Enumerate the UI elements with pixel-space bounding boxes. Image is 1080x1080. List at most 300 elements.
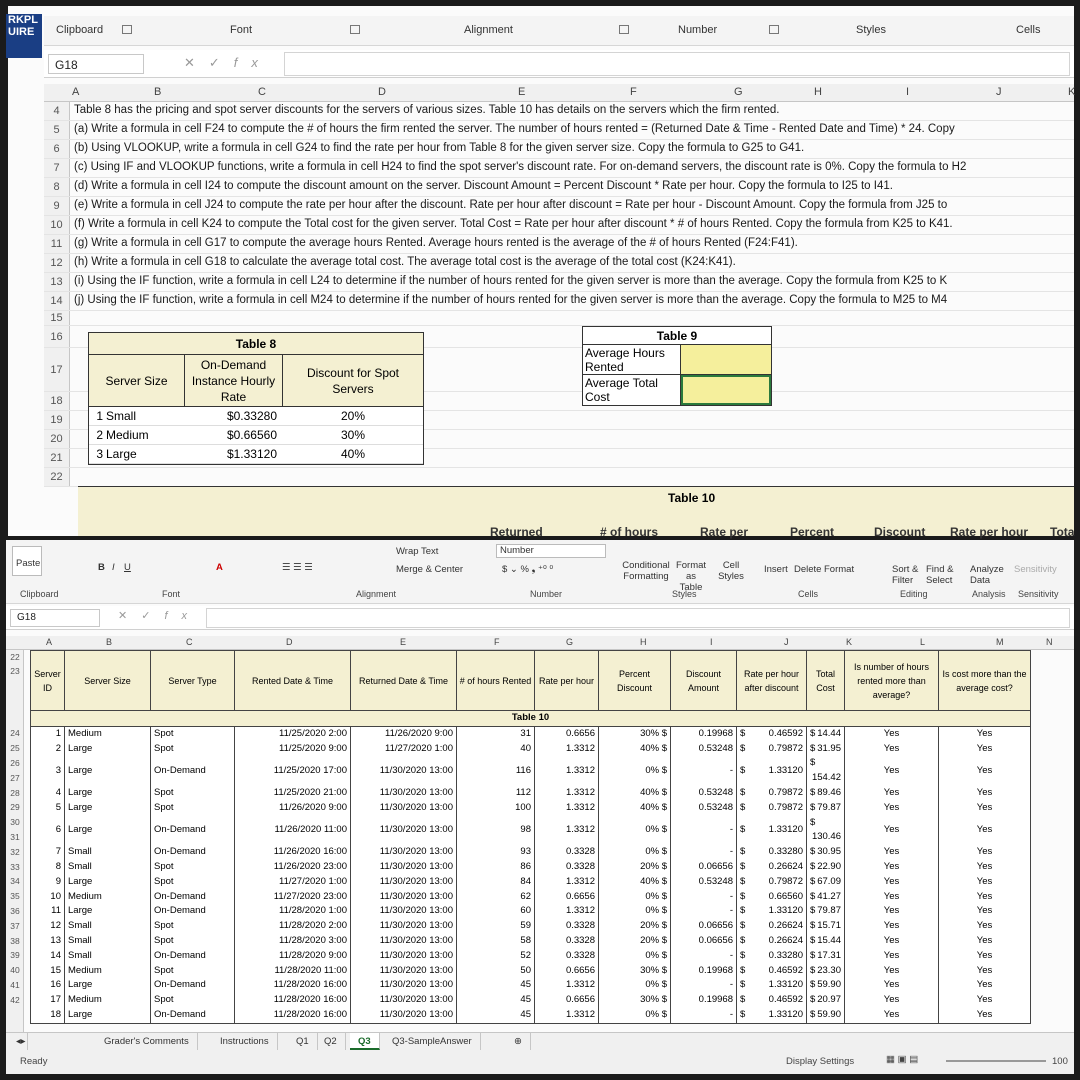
group-cells[interactable]: Cells xyxy=(1016,24,1041,36)
table-cell[interactable]: 8 xyxy=(31,860,65,875)
table-cell[interactable]: Yes xyxy=(845,816,939,846)
table-cell[interactable]: 11/30/2020 13:00 xyxy=(351,786,457,801)
bcol-a[interactable]: A xyxy=(46,637,53,647)
paste-button[interactable]: Paste xyxy=(16,558,41,569)
table-cell[interactable]: 0% $ xyxy=(599,845,671,860)
table-cell[interactable]: Yes xyxy=(845,726,939,741)
format-as-table-button[interactable]: Format as Table xyxy=(675,560,707,593)
table-cell[interactable]: Large xyxy=(65,1008,151,1023)
row-number[interactable]: 6 xyxy=(44,140,70,158)
row-number[interactable]: 21 xyxy=(44,449,70,467)
table-cell[interactable]: 0.3328 xyxy=(535,919,599,934)
table-cell[interactable]: 11/25/2020 17:00 xyxy=(235,756,351,786)
table-cell[interactable]: 1.3312 xyxy=(535,875,599,890)
table-cell[interactable]: 0.06656 xyxy=(671,934,737,949)
sheet-tab[interactable]: Q3-SampleAnswer xyxy=(384,1033,481,1050)
row-number[interactable]: 17 xyxy=(44,348,70,391)
bcol-c[interactable]: C xyxy=(186,637,193,647)
table-cell[interactable] xyxy=(807,756,845,786)
table-cell[interactable]: 4 xyxy=(31,786,65,801)
row-number[interactable]: 18 xyxy=(44,392,70,410)
table-cell[interactable]: Yes xyxy=(845,875,939,890)
table-cell[interactable]: 11/28/2020 16:00 xyxy=(235,978,351,993)
table-cell[interactable]: On-Demand xyxy=(151,1008,235,1023)
row-number[interactable]: 38 xyxy=(10,936,20,946)
table-cell[interactable] xyxy=(737,860,807,875)
table-cell[interactable]: Yes xyxy=(939,786,1031,801)
bcol-e[interactable]: E xyxy=(400,637,407,647)
sheet-tab[interactable]: Instructions xyxy=(212,1033,278,1050)
table-cell[interactable]: 2 xyxy=(31,742,65,757)
table-cell[interactable] xyxy=(807,949,845,964)
bcol-b[interactable]: B xyxy=(106,637,113,647)
bold-icon[interactable]: B xyxy=(98,562,105,573)
row-number[interactable]: 14 xyxy=(44,292,70,310)
row-number[interactable]: 37 xyxy=(10,921,20,931)
table-cell[interactable]: 45 xyxy=(457,978,535,993)
table-cell[interactable]: 93 xyxy=(457,845,535,860)
table-cell[interactable]: - xyxy=(671,816,737,846)
bcol-k[interactable]: K xyxy=(846,637,853,647)
table-cell[interactable]: 0.53248 xyxy=(671,742,737,757)
table-cell[interactable]: Medium xyxy=(65,890,151,905)
table-cell[interactable]: 0.06656 xyxy=(671,860,737,875)
table-cell[interactable]: 11/25/2020 9:00 xyxy=(235,742,351,757)
table-cell[interactable]: 11/25/2020 2:00 xyxy=(235,726,351,741)
sheet-tab[interactable]: Q1 xyxy=(288,1033,318,1050)
table-cell[interactable]: 0% $ xyxy=(599,1008,671,1023)
table-cell[interactable]: 11/28/2020 2:00 xyxy=(235,919,351,934)
table-cell[interactable]: Large xyxy=(65,875,151,890)
table-cell[interactable]: 11/26/2020 23:00 xyxy=(235,860,351,875)
table-cell[interactable]: On-Demand xyxy=(151,949,235,964)
table-cell[interactable]: 11/27/2020 23:00 xyxy=(235,890,351,905)
table-cell[interactable]: 11/26/2020 9:00 xyxy=(351,726,457,741)
table-cell[interactable]: 11/25/2020 21:00 xyxy=(235,786,351,801)
table-cell[interactable] xyxy=(807,919,845,934)
formula-bar-icons-bottom[interactable]: ✕✓fx xyxy=(118,610,201,622)
row-number[interactable]: 36 xyxy=(10,906,20,916)
table-cell[interactable]: 17 xyxy=(31,993,65,1008)
table-cell[interactable]: Yes xyxy=(939,860,1031,875)
avg-hours-cell[interactable] xyxy=(681,345,771,374)
table-cell[interactable] xyxy=(807,978,845,993)
bcol-d[interactable]: D xyxy=(286,637,293,647)
number-launcher-icon[interactable] xyxy=(769,25,779,34)
table-cell[interactable]: 45 xyxy=(457,993,535,1008)
table-cell[interactable]: Spot xyxy=(151,801,235,816)
row-number[interactable]: 29 xyxy=(10,802,20,812)
table-cell[interactable] xyxy=(737,742,807,757)
table-cell[interactable]: 3 xyxy=(31,756,65,786)
display-settings-button[interactable]: Display Settings xyxy=(786,1056,855,1067)
merge-center-button[interactable]: Merge & Center xyxy=(396,564,464,575)
row-number[interactable]: 28 xyxy=(10,788,20,798)
group-number[interactable]: Number xyxy=(678,24,718,36)
col-e[interactable]: E xyxy=(518,86,526,98)
table-cell[interactable]: 0.3328 xyxy=(535,860,599,875)
table-cell[interactable]: Large xyxy=(65,978,151,993)
table-cell[interactable] xyxy=(737,726,807,741)
table-cell[interactable]: 0.53248 xyxy=(671,801,737,816)
table-cell[interactable]: 6 xyxy=(31,816,65,846)
table-cell[interactable]: 0.6656 xyxy=(535,726,599,741)
table-cell[interactable]: 11/26/2020 11:00 xyxy=(235,816,351,846)
table-cell[interactable]: Yes xyxy=(845,756,939,786)
table-cell[interactable]: Yes xyxy=(845,1008,939,1023)
table-cell[interactable] xyxy=(737,904,807,919)
row-number[interactable]: 24 xyxy=(10,728,20,738)
table-8-id[interactable]: 3 xyxy=(96,447,103,461)
table-cell[interactable] xyxy=(737,1008,807,1023)
table-cell[interactable]: 0.3328 xyxy=(535,949,599,964)
sheet-tab[interactable]: Q2 xyxy=(316,1033,346,1050)
table-cell[interactable]: 1.3312 xyxy=(535,756,599,786)
group-clipboard[interactable]: Clipboard xyxy=(56,24,104,36)
table-cell[interactable] xyxy=(807,845,845,860)
table-cell[interactable]: 50 xyxy=(457,964,535,979)
table-cell[interactable] xyxy=(807,904,845,919)
table-cell[interactable]: 11/30/2020 13:00 xyxy=(351,845,457,860)
bcol-n[interactable]: N xyxy=(1046,637,1053,647)
table-cell[interactable]: 0.6656 xyxy=(535,964,599,979)
table-cell[interactable]: On-Demand xyxy=(151,890,235,905)
table-cell[interactable] xyxy=(737,964,807,979)
table-cell[interactable]: 18 xyxy=(31,1008,65,1023)
clipboard-launcher-icon[interactable] xyxy=(122,25,132,34)
row-number[interactable]: 13 xyxy=(44,273,70,291)
table-cell[interactable]: Yes xyxy=(845,993,939,1008)
cell-styles-button[interactable]: Cell Styles xyxy=(718,560,744,582)
delete-button[interactable]: Delete xyxy=(794,564,822,575)
table-cell[interactable] xyxy=(737,978,807,993)
table-cell[interactable]: 11/28/2020 1:00 xyxy=(235,904,351,919)
currency-percent-icons[interactable]: $ ⌄ % ❟ ⁺⁰ ⁰ xyxy=(502,564,554,575)
col-c[interactable]: C xyxy=(258,86,266,98)
table-cell[interactable]: 31 xyxy=(457,726,535,741)
group-alignment[interactable]: Alignment xyxy=(464,24,513,36)
row-number[interactable]: 32 xyxy=(10,847,20,857)
table-cell[interactable]: 20% $ xyxy=(599,934,671,949)
row-number[interactable]: 20 xyxy=(44,430,70,448)
underline-icon[interactable]: U xyxy=(124,562,131,573)
table-cell[interactable]: 11/28/2020 16:00 xyxy=(235,1008,351,1023)
table-cell[interactable]: 40% $ xyxy=(599,875,671,890)
table-cell[interactable]: Yes xyxy=(939,742,1031,757)
row-number[interactable]: 7 xyxy=(44,159,70,177)
table-cell[interactable]: 84 xyxy=(457,875,535,890)
table-cell[interactable]: - xyxy=(671,1008,737,1023)
table-cell[interactable]: On-Demand xyxy=(151,845,235,860)
table-cell[interactable]: 1.3312 xyxy=(535,978,599,993)
table-cell[interactable]: 60 xyxy=(457,904,535,919)
table-cell[interactable]: 11/28/2020 3:00 xyxy=(235,934,351,949)
table-cell[interactable]: 0.19968 xyxy=(671,993,737,1008)
table-cell[interactable]: 11 xyxy=(31,904,65,919)
bcol-l[interactable]: L xyxy=(920,637,926,647)
table-cell[interactable]: Yes xyxy=(939,934,1031,949)
sheet-tab[interactable]: Q3 xyxy=(350,1033,380,1050)
table-cell[interactable]: Medium xyxy=(65,726,151,741)
find-select-button[interactable]: Find & Select xyxy=(926,564,954,586)
table-cell[interactable]: 98 xyxy=(457,816,535,846)
table-cell[interactable] xyxy=(737,949,807,964)
table-8-rate[interactable]: $0.66560 xyxy=(226,428,277,442)
table-cell[interactable]: Spot xyxy=(151,726,235,741)
table-cell[interactable] xyxy=(807,726,845,741)
table-cell[interactable]: Yes xyxy=(939,845,1031,860)
table-cell[interactable] xyxy=(807,993,845,1008)
table-cell[interactable]: Yes xyxy=(845,890,939,905)
table-cell[interactable] xyxy=(807,742,845,757)
table-cell[interactable]: 14 xyxy=(31,949,65,964)
table-cell[interactable] xyxy=(737,919,807,934)
row-number[interactable]: 25 xyxy=(10,743,20,753)
bcol-f[interactable]: F xyxy=(494,637,500,647)
col-h[interactable]: H xyxy=(814,86,822,98)
table-cell[interactable]: Yes xyxy=(939,993,1031,1008)
table-cell[interactable]: Medium xyxy=(65,964,151,979)
table-cell[interactable]: 86 xyxy=(457,860,535,875)
row-number[interactable]: 12 xyxy=(44,254,70,272)
alignment-launcher-icon[interactable] xyxy=(619,25,629,34)
table-cell[interactable]: Yes xyxy=(845,904,939,919)
row-number[interactable]: 19 xyxy=(44,411,70,429)
table-cell[interactable]: Spot xyxy=(151,934,235,949)
table-cell[interactable] xyxy=(807,801,845,816)
table-cell[interactable] xyxy=(737,801,807,816)
table-cell[interactable]: 1.3312 xyxy=(535,801,599,816)
table-cell[interactable]: Yes xyxy=(939,919,1031,934)
sort-filter-button[interactable]: Sort & Filter xyxy=(892,564,919,586)
table-cell[interactable]: Medium xyxy=(65,993,151,1008)
table-cell[interactable] xyxy=(737,890,807,905)
table-cell[interactable]: 40% $ xyxy=(599,742,671,757)
table-cell[interactable]: 0% $ xyxy=(599,904,671,919)
table-cell[interactable]: Yes xyxy=(939,890,1031,905)
table-cell[interactable]: Spot xyxy=(151,875,235,890)
avg-cost-cell-selected[interactable] xyxy=(681,375,771,405)
table-cell[interactable]: Small xyxy=(65,949,151,964)
table-cell[interactable]: Small xyxy=(65,934,151,949)
table-cell[interactable]: 11/30/2020 13:00 xyxy=(351,919,457,934)
table-cell[interactable] xyxy=(737,934,807,949)
table-cell[interactable]: 11/26/2020 9:00 xyxy=(235,801,351,816)
table-cell[interactable]: 0.53248 xyxy=(671,875,737,890)
formula-input-bottom[interactable] xyxy=(206,608,1070,628)
table-cell[interactable]: 11/28/2020 9:00 xyxy=(235,949,351,964)
table-cell[interactable]: 11/26/2020 16:00 xyxy=(235,845,351,860)
conditional-formatting-button[interactable]: Conditional Formatting xyxy=(622,560,670,582)
table-cell[interactable]: Spot xyxy=(151,919,235,934)
table-cell[interactable]: On-Demand xyxy=(151,904,235,919)
table-cell[interactable]: 11/30/2020 13:00 xyxy=(351,904,457,919)
table-cell[interactable]: 52 xyxy=(457,949,535,964)
row-number[interactable]: 31 xyxy=(10,832,20,842)
row-number[interactable]: 22 xyxy=(10,652,20,662)
row-number[interactable]: 34 xyxy=(10,876,20,886)
view-icons[interactable]: ▦ ▣ ▤ xyxy=(886,1054,919,1065)
analyze-data-button[interactable]: Analyze Data xyxy=(970,564,1004,586)
table-cell[interactable]: Yes xyxy=(845,934,939,949)
table-cell[interactable]: Yes xyxy=(939,964,1031,979)
table-cell[interactable]: Yes xyxy=(845,742,939,757)
table-cell[interactable]: 1.3312 xyxy=(535,1008,599,1023)
bcol-i[interactable]: I xyxy=(710,637,713,647)
table-cell[interactable]: Yes xyxy=(939,1008,1031,1023)
row-number[interactable]: 30 xyxy=(10,817,20,827)
table-cell[interactable]: 11/30/2020 13:00 xyxy=(351,890,457,905)
table-cell[interactable]: 11/27/2020 1:00 xyxy=(351,742,457,757)
table-cell[interactable]: 11/30/2020 13:00 xyxy=(351,875,457,890)
table-cell[interactable] xyxy=(737,786,807,801)
table-cell[interactable]: Large xyxy=(65,801,151,816)
bcol-h[interactable]: H xyxy=(640,637,647,647)
table-cell[interactable]: 0.06656 xyxy=(671,919,737,934)
name-box[interactable]: G18 xyxy=(48,54,144,74)
row-number[interactable]: 35 xyxy=(10,891,20,901)
table-cell[interactable]: 0.3328 xyxy=(535,934,599,949)
table-cell[interactable]: 11/28/2020 11:00 xyxy=(235,964,351,979)
table-cell[interactable]: 11/30/2020 13:00 xyxy=(351,993,457,1008)
row-number[interactable]: 27 xyxy=(10,773,20,783)
table-cell[interactable] xyxy=(807,786,845,801)
table-cell[interactable]: - xyxy=(671,904,737,919)
col-j[interactable]: J xyxy=(996,86,1002,98)
table-cell[interactable] xyxy=(737,993,807,1008)
table-cell[interactable] xyxy=(737,816,807,846)
table-cell[interactable]: Yes xyxy=(939,816,1031,846)
table-cell[interactable] xyxy=(807,860,845,875)
table-cell[interactable]: 5 xyxy=(31,801,65,816)
table-cell[interactable]: 13 xyxy=(31,934,65,949)
col-d[interactable]: D xyxy=(378,86,386,98)
table-cell[interactable]: 11/30/2020 13:00 xyxy=(351,801,457,816)
table-cell[interactable]: Yes xyxy=(845,801,939,816)
row-number[interactable]: 41 xyxy=(10,980,20,990)
table-cell[interactable]: On-Demand xyxy=(151,978,235,993)
table-cell[interactable]: Yes xyxy=(939,875,1031,890)
row-number[interactable]: 16 xyxy=(44,326,70,347)
table-cell[interactable]: 10 xyxy=(31,890,65,905)
table-8-id[interactable]: 2 xyxy=(96,428,103,442)
row-number[interactable]: 10 xyxy=(44,216,70,234)
table-cell[interactable]: Large xyxy=(65,786,151,801)
table-cell[interactable]: 11/28/2020 16:00 xyxy=(235,993,351,1008)
table-cell[interactable]: Yes xyxy=(939,756,1031,786)
table-cell[interactable]: Yes xyxy=(845,949,939,964)
col-k[interactable]: K xyxy=(1068,86,1076,98)
table-cell[interactable]: 45 xyxy=(457,1008,535,1023)
table-8-size[interactable]: Medium xyxy=(106,428,149,442)
table-cell[interactable] xyxy=(807,816,845,846)
table-cell[interactable]: 40% $ xyxy=(599,786,671,801)
align-icons[interactable]: ☰ ☰ ☰ xyxy=(282,562,313,573)
formula-input[interactable] xyxy=(284,52,1070,76)
table-cell[interactable]: 0% $ xyxy=(599,816,671,846)
table-cell[interactable]: On-Demand xyxy=(151,756,235,786)
table-cell[interactable]: Yes xyxy=(845,919,939,934)
col-i[interactable]: I xyxy=(906,86,910,98)
table-cell[interactable]: 11/30/2020 13:00 xyxy=(351,964,457,979)
col-b[interactable]: B xyxy=(154,86,162,98)
table-cell[interactable]: 1.3312 xyxy=(535,742,599,757)
bcol-j[interactable]: J xyxy=(784,637,789,647)
table-cell[interactable]: 11/30/2020 13:00 xyxy=(351,978,457,993)
table-cell[interactable]: 15 xyxy=(31,964,65,979)
table-cell[interactable]: 12 xyxy=(31,919,65,934)
table-cell[interactable] xyxy=(737,756,807,786)
table-cell[interactable]: 30% $ xyxy=(599,964,671,979)
table-cell[interactable]: - xyxy=(671,949,737,964)
table-cell[interactable]: 112 xyxy=(457,786,535,801)
table-8-rate[interactable]: $0.33280 xyxy=(226,409,277,423)
table-8-discount[interactable]: 20% xyxy=(340,409,366,423)
table-cell[interactable]: 0.19968 xyxy=(671,726,737,741)
sensitivity-button[interactable]: Sensitivity xyxy=(1014,564,1057,575)
table-cell[interactable]: Yes xyxy=(845,978,939,993)
table-cell[interactable]: 11/30/2020 13:00 xyxy=(351,860,457,875)
table-cell[interactable]: 1.3312 xyxy=(535,904,599,919)
table-cell[interactable]: Spot xyxy=(151,860,235,875)
row-number[interactable]: 22 xyxy=(44,468,70,486)
row-number[interactable]: 9 xyxy=(44,197,70,215)
table-cell[interactable]: 11/30/2020 13:00 xyxy=(351,1008,457,1023)
table-cell[interactable]: 0.3328 xyxy=(535,845,599,860)
table-cell[interactable]: 100 xyxy=(457,801,535,816)
table-cell[interactable]: Spot xyxy=(151,964,235,979)
table-cell[interactable]: 16 xyxy=(31,978,65,993)
name-box-bottom[interactable]: G18 xyxy=(10,609,100,627)
table-cell[interactable]: Small xyxy=(65,845,151,860)
table-cell[interactable]: 1 xyxy=(31,726,65,741)
table-cell[interactable]: 40 xyxy=(457,742,535,757)
table-cell[interactable]: 0% $ xyxy=(599,978,671,993)
row-number[interactable]: 5 xyxy=(44,121,70,139)
table-cell[interactable]: 11/27/2020 1:00 xyxy=(235,875,351,890)
table-cell[interactable]: 11/30/2020 13:00 xyxy=(351,756,457,786)
table-cell[interactable]: 0.6656 xyxy=(535,993,599,1008)
row-number[interactable]: 8 xyxy=(44,178,70,196)
zoom-slider[interactable] xyxy=(946,1060,1046,1062)
number-format-select[interactable]: Number xyxy=(496,544,606,558)
table-cell[interactable]: Large xyxy=(65,756,151,786)
table-cell[interactable]: 0.6656 xyxy=(535,890,599,905)
table-cell[interactable]: 0.53248 xyxy=(671,786,737,801)
table-cell[interactable]: On-Demand xyxy=(151,816,235,846)
row-number[interactable]: 42 xyxy=(10,995,20,1005)
format-button[interactable]: Format xyxy=(824,564,855,575)
table-8-id[interactable]: 1 xyxy=(96,409,103,423)
table-cell[interactable]: 62 xyxy=(457,890,535,905)
table-cell[interactable] xyxy=(737,875,807,890)
table-cell[interactable]: Yes xyxy=(939,949,1031,964)
table-cell[interactable]: Small xyxy=(65,919,151,934)
table-cell[interactable]: Small xyxy=(65,860,151,875)
table-cell[interactable] xyxy=(807,964,845,979)
table-cell[interactable]: 9 xyxy=(31,875,65,890)
row-number[interactable]: 15 xyxy=(44,311,70,325)
table-cell[interactable]: - xyxy=(671,845,737,860)
table-cell[interactable]: 20% $ xyxy=(599,919,671,934)
table-cell[interactable]: - xyxy=(671,890,737,905)
row-number[interactable]: 26 xyxy=(10,758,20,768)
table-cell[interactable] xyxy=(807,875,845,890)
table-8-rate[interactable]: $1.33120 xyxy=(226,447,277,461)
table-cell[interactable]: 30% $ xyxy=(599,726,671,741)
table-cell[interactable]: 0% $ xyxy=(599,756,671,786)
table-cell[interactable]: 1.3312 xyxy=(535,786,599,801)
